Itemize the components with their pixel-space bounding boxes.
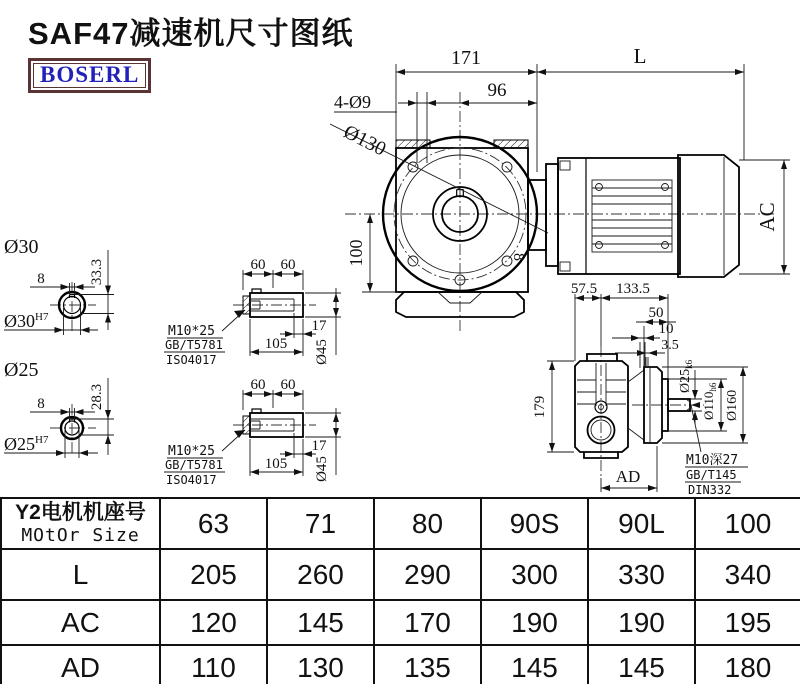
- table-header-row: [1, 498, 800, 549]
- sleeve-bot-17: 17: [311, 438, 327, 454]
- tap-note2: GB/T145: [686, 468, 737, 482]
- hole30-title: Ø30: [4, 236, 39, 258]
- cell-ad-71: 130: [267, 645, 374, 684]
- hole30-bore: $Ø30^{H7}$: [4, 311, 49, 331]
- cell-l-80: 290: [374, 549, 481, 600]
- sleeve-top-17: 17: [311, 318, 327, 334]
- sleeve-top-od: Ø45: [314, 339, 330, 365]
- dim-ac-label: AC: [755, 202, 779, 232]
- hole25-keywidth: 8: [37, 396, 45, 412]
- cell-ac-63: 120: [160, 600, 267, 645]
- sleeve-top-60l: 60: [250, 257, 266, 273]
- cell-l-100: 340: [695, 549, 800, 600]
- col-71: 71: [267, 498, 374, 549]
- col-90s: 90S: [481, 498, 588, 549]
- dim-133-5-label: 133.5: [616, 281, 650, 297]
- flange-dia-label: Ø130: [339, 120, 390, 161]
- cell-ad-100: 180: [695, 645, 800, 684]
- cell-l-71: 260: [267, 549, 374, 600]
- row-label-ac: AC: [1, 600, 160, 645]
- sleeve-detail-bottom: [164, 377, 341, 487]
- sleeve-bot-note1: M10*25: [168, 444, 215, 459]
- dim-l-label: L: [633, 44, 647, 68]
- dim-100-label: 100: [346, 239, 366, 267]
- dim-171-label: 171: [451, 47, 481, 69]
- cell-ad-80: 135: [374, 645, 481, 684]
- dim-57-5-label: 57.5: [570, 281, 598, 297]
- hole25-title: Ø25: [4, 359, 39, 381]
- dim-10-label: 10: [658, 321, 674, 337]
- page-title: SAF47减速机尺寸图纸: [28, 16, 354, 51]
- dim-96-label: 96: [487, 80, 507, 101]
- hole25-keydepth: 28.3: [89, 383, 105, 411]
- col-100: 100: [695, 498, 800, 549]
- front-view: [330, 44, 790, 332]
- row-label-ad: AD: [1, 645, 160, 684]
- hole-note-label: 4-Ø9: [334, 92, 371, 112]
- dimension-table: [0, 497, 800, 684]
- col-90l: 90L: [588, 498, 695, 549]
- sleeve-top-105: 105: [264, 336, 288, 352]
- hole-detail-30: [4, 236, 114, 335]
- dim-3-5-label: 3.5: [661, 338, 679, 353]
- sleeve-top-note2: GB/T5781: [165, 338, 223, 352]
- sleeve-bot-od: Ø45: [314, 456, 330, 482]
- row-label-l: L: [1, 549, 160, 600]
- cell-ad-63: 110: [160, 645, 267, 684]
- header-cn: Y2电机机座号: [15, 500, 146, 524]
- cell-l-90s: 300: [481, 549, 588, 600]
- tap-note1: M10深27: [686, 453, 739, 468]
- sleeve-bot-105: 105: [264, 456, 288, 472]
- cell-ad-90l: 145: [588, 645, 695, 684]
- sleeve-bot-60r: 60: [280, 377, 296, 393]
- table-row-l: [1, 549, 800, 600]
- dim-179-label: 179: [532, 395, 548, 419]
- table-row-ac: [1, 600, 800, 645]
- table-row-ad: [1, 645, 800, 684]
- sleeve-bot-note3: ISO4017: [166, 473, 217, 487]
- tap-note3: DIN332: [688, 483, 732, 497]
- sleeve-top-note1: M10*25: [168, 324, 215, 339]
- col-63: 63: [160, 498, 267, 549]
- cell-ac-90s: 190: [481, 600, 588, 645]
- spigot-dia-label: $Ø110_{h6}$: [701, 382, 718, 420]
- cell-l-63: 205: [160, 549, 267, 600]
- hole30-keydepth: 33.3: [89, 258, 105, 286]
- shaft-dia-label: $Ø25_{k6}$: [678, 359, 694, 393]
- side-view: [532, 281, 748, 497]
- hole25-bore: $Ø25^{H7}$: [4, 434, 49, 454]
- col-80: 80: [374, 498, 481, 549]
- cell-ac-71: 145: [267, 600, 374, 645]
- cell-ad-90s: 145: [481, 645, 588, 684]
- table-header-label: [1, 498, 160, 549]
- sleeve-bot-60l: 60: [250, 377, 266, 393]
- hole-detail-25: [4, 359, 114, 458]
- cell-ac-80: 170: [374, 600, 481, 645]
- sleeve-top-60r: 60: [280, 257, 296, 273]
- hole30-keywidth: 8: [37, 271, 45, 287]
- dim-ad-label: AD: [615, 467, 641, 486]
- cell-ac-90l: 190: [588, 600, 695, 645]
- sleeve-bot-note2: GB/T5781: [165, 458, 223, 472]
- dim-50-label: 50: [648, 305, 664, 321]
- cell-ac-100: 195: [695, 600, 800, 645]
- cell-l-90l: 330: [588, 549, 695, 600]
- brand-logo: BOSERL: [28, 58, 151, 93]
- header-en: MOtOr Size: [21, 524, 140, 546]
- sleeve-top-note3: ISO4017: [166, 353, 217, 367]
- dim-8-rot-label: 8: [510, 253, 527, 261]
- flange-od-label: Ø160: [725, 389, 740, 421]
- sleeve-detail-top: [164, 257, 341, 367]
